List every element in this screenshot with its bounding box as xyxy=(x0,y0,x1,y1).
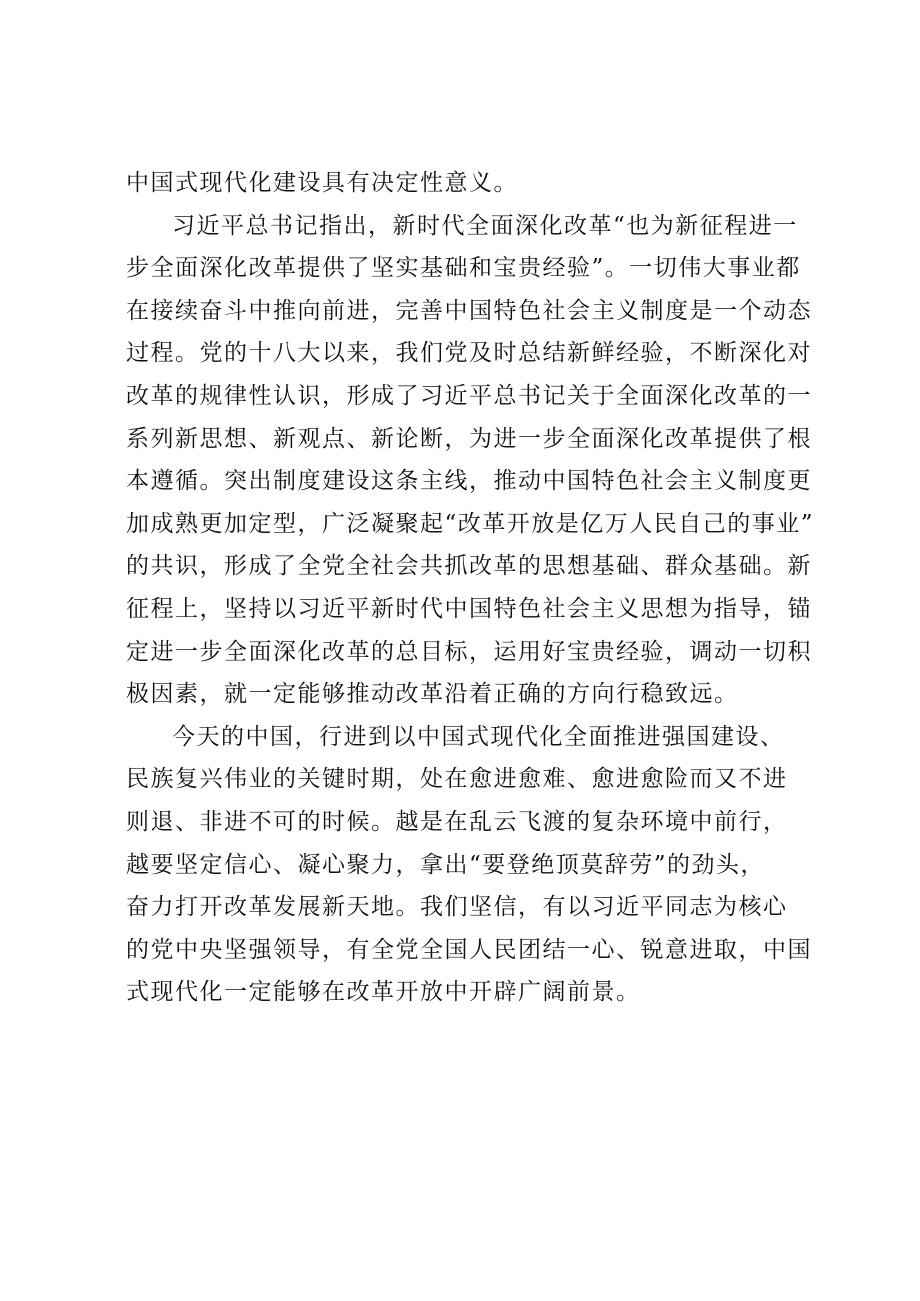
text-line-18: 奋力打开改革发展新天地。我们坚信，有以习近平同志为核心 xyxy=(126,894,788,921)
text-line-6: 改革的规律性认识，形成了习近平总书记关于全面深化改革的一 xyxy=(126,382,812,409)
text-line-12: 定进一步全面深化改革的总目标，运用好宝贵经验，调动一切积 xyxy=(126,638,812,665)
text-line-4: 在接续奋斗中推向前进，完善中国特色社会主义制度是一个动态 xyxy=(126,297,812,324)
text-line-5: 过程。党的十八大以来，我们党及时总结新鲜经验，不断深化对 xyxy=(126,340,812,367)
text-line-20: 式现代化一定能够在改革开放中开辟广阔前景。 xyxy=(126,979,641,1006)
text-line-16: 则退、非进不可的时候。越是在乱云飞渡的复杂环境中前行， xyxy=(126,808,788,835)
text-line-1: 中国式现代化建设具有决定性意义。 xyxy=(126,170,518,196)
text-line-11: 征程上，坚持以习近平新时代中国特色社会主义思想为指导，锚 xyxy=(126,595,812,622)
text-line-2: 习近平总书记指出，新时代全面深化改革“也为新征程进一 xyxy=(172,212,798,239)
text-line-8: 本遵循。突出制度建设这条主线，推动中国特色社会主义制度更 xyxy=(126,468,812,495)
text-line-3: 步全面深化改革提供了坚实基础和宝贵经验”。一切伟大事业都 xyxy=(126,255,801,282)
body-text xyxy=(126,162,815,1014)
text-line-17: 越要坚定信心、凝心聚力，拿出“要登绝顶莫辞劳”的劲头， xyxy=(126,851,766,878)
text-line-7: 系列新思想、新观点、新论断，为进一步全面深化改革提供了根 xyxy=(126,425,812,452)
text-line-15: 民族复兴伟业的关键时期，处在愈进愈难、愈进愈险而又不进 xyxy=(126,766,788,793)
text-line-10: 的共识，形成了全党全社会共抓改革的思想基础、群众基础。新 xyxy=(126,553,812,580)
text-line-14: 今天的中国，行进到以中国式现代化全面推进强国建设、 xyxy=(172,723,785,750)
text-line-13: 极因素，就一定能够推动改革沿着正确的方向行稳致远。 xyxy=(126,681,739,708)
text-line-19: 的党中央坚强领导，有全党全国人民团结一心、锐意进取，中国 xyxy=(126,936,812,963)
text-line-9: 加成熟更加定型，广泛凝聚起“改革开放是亿万人民自己的事业” xyxy=(126,510,815,537)
